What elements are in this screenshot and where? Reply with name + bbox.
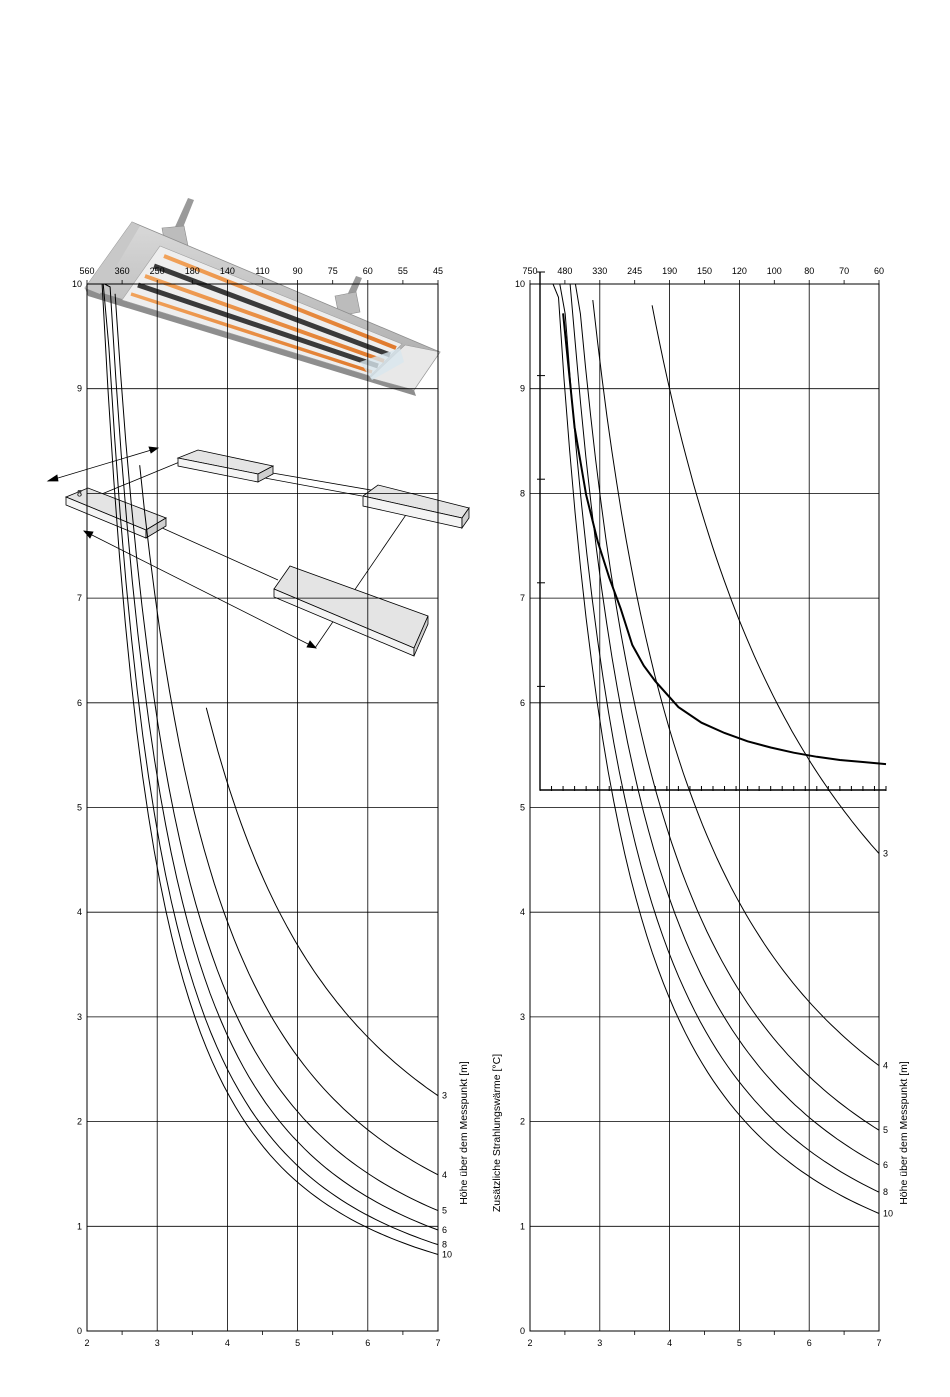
left-top-tick-label: 180 <box>184 266 200 276</box>
right-x-tick-label: 4 <box>667 1338 673 1348</box>
right-y-tick-label: 3 <box>519 1011 525 1022</box>
left-x-tick-label: 2 <box>84 1338 90 1348</box>
left-series-label-10: 10 <box>442 1249 453 1260</box>
right-y-tick-label: 9 <box>519 383 525 394</box>
left-series-label-4: 4 <box>442 1169 448 1180</box>
right-series-label-4: 4 <box>883 1060 889 1071</box>
right-y-tick-label: 10 <box>514 279 525 289</box>
radiant-heater-illustration <box>85 198 440 396</box>
left-top-tick-label: 110 <box>255 266 270 276</box>
left-x-tick-labels <box>84 1338 440 1348</box>
right-series-labels <box>883 849 893 1219</box>
right-y-tick-label: 5 <box>519 802 525 813</box>
left-x-tick-label: 6 <box>365 1338 371 1348</box>
left-series-line-10 <box>91 284 439 1255</box>
decay-axes <box>540 272 886 790</box>
left-grid <box>87 280 438 1335</box>
right-top-tick-label: 190 <box>662 266 678 276</box>
right-grid <box>530 280 879 1335</box>
right-series-line-4 <box>593 300 879 1066</box>
right-x-tick-labels <box>527 1338 881 1348</box>
left-y-tick-label: 9 <box>76 383 82 394</box>
right-x-tick-label: 7 <box>876 1338 882 1348</box>
left-top-tick-label: 45 <box>432 266 444 276</box>
left-y-tick-label: 6 <box>76 697 82 708</box>
left-top-tick-label: 250 <box>149 266 165 276</box>
right-top-tick-label: 80 <box>804 266 815 276</box>
left-right-axis-label: Höhe über dem Messpunkt [m] <box>458 1061 470 1205</box>
right-series-label-10: 10 <box>883 1208 894 1219</box>
right-top-tick-label: 100 <box>766 266 782 276</box>
decay-series-line <box>563 313 886 764</box>
left-top-tick-label: 560 <box>79 266 95 276</box>
right-x-tick-label: 2 <box>527 1338 533 1348</box>
left-y-tick-labels <box>72 279 82 1336</box>
dimension-arrow-width <box>48 447 158 481</box>
right-top-tick-label: 120 <box>731 266 747 276</box>
right-series-group <box>548 284 880 1214</box>
right-top-tick-label: 150 <box>696 266 713 276</box>
right-series-label-6: 6 <box>883 1159 889 1170</box>
decay-curve-chart <box>537 272 886 791</box>
left-top-tick-label: 60 <box>362 266 373 276</box>
right-top-tick-label: 245 <box>627 266 643 276</box>
left-series-labels <box>442 1091 452 1260</box>
left-y-tick-label: 10 <box>71 279 82 289</box>
right-top-tick-label: 480 <box>557 266 573 276</box>
left-y-tick-label: 1 <box>76 1221 82 1232</box>
left-series-label-6: 6 <box>442 1225 448 1236</box>
left-x-tick-label: 5 <box>295 1338 301 1348</box>
right-y-tick-label: 1 <box>519 1221 525 1232</box>
left-series-group <box>91 284 439 1255</box>
right-y-tick-label: 7 <box>519 593 525 604</box>
left-x-tick-label: 7 <box>435 1338 441 1348</box>
right-series-line-10 <box>548 284 880 1214</box>
left-series-line-6 <box>105 284 439 1230</box>
left-top-tick-label: 55 <box>397 266 408 276</box>
right-y-tick-label: 6 <box>519 697 525 708</box>
right-y-tick-label: 8 <box>519 488 525 499</box>
right-top-tick-label: 70 <box>839 266 850 276</box>
right-y-tick-label: 2 <box>519 1116 525 1127</box>
left-series-line-5 <box>115 294 438 1211</box>
right-y-tick-label: 4 <box>519 907 525 918</box>
right-series-label-3: 3 <box>883 848 889 859</box>
left-series-line-3 <box>206 708 438 1096</box>
right-top-tick-label: 60 <box>873 266 885 276</box>
left-series-label-5: 5 <box>442 1205 448 1216</box>
right-top-tick-label: 750 <box>522 266 538 276</box>
measurement-layout-illustration <box>48 447 469 656</box>
right-x-tick-label: 6 <box>806 1338 812 1348</box>
right-series-label-5: 5 <box>883 1125 889 1136</box>
right-series-label-8: 8 <box>883 1187 889 1198</box>
measurement-box-front <box>274 566 428 656</box>
left-y-tick-label: 5 <box>76 802 82 813</box>
left-y-tick-label: 8 <box>76 488 82 499</box>
left-y-tick-label: 0 <box>76 1326 82 1336</box>
right-y-axis-label: Zusätzliche Strahlungswärme [°C] <box>491 1053 503 1213</box>
left-top-tick-label: 360 <box>114 266 130 276</box>
left-y-tick-label: 3 <box>76 1011 82 1022</box>
right-y-tick-label: 0 <box>519 1326 525 1336</box>
left-top-tick-label: 90 <box>292 266 303 276</box>
left-x-tick-label: 3 <box>154 1338 160 1348</box>
left-y-tick-label: 4 <box>76 907 82 918</box>
decay-ticks <box>537 272 886 791</box>
left-y-tick-label: 2 <box>76 1116 82 1127</box>
left-series-label-8: 8 <box>442 1239 448 1250</box>
right-right-axis-label: Höhe über dem Messpunkt [m] <box>898 1061 910 1205</box>
right-series-line-6 <box>565 284 879 1165</box>
right-x-tick-label: 3 <box>597 1338 603 1348</box>
measurement-box-right <box>363 485 469 528</box>
left-series-label-3: 3 <box>442 1090 448 1101</box>
left-y-tick-label: 7 <box>76 593 82 604</box>
right-series-line-3 <box>652 305 879 853</box>
left-top-tick-label: 140 <box>219 266 235 276</box>
left-top-tick-label: 75 <box>327 266 338 276</box>
right-radiant-heat-chart <box>491 266 910 1348</box>
heater-footprint-box <box>178 450 273 482</box>
left-series-line-8 <box>98 284 439 1245</box>
right-x-tick-label: 5 <box>736 1338 742 1348</box>
left-x-tick-label: 4 <box>224 1338 230 1348</box>
right-top-tick-labels <box>522 266 884 276</box>
right-top-tick-label: 330 <box>592 266 608 276</box>
right-y-tick-labels <box>515 279 525 1336</box>
left-radiant-heat-chart <box>72 266 470 1348</box>
